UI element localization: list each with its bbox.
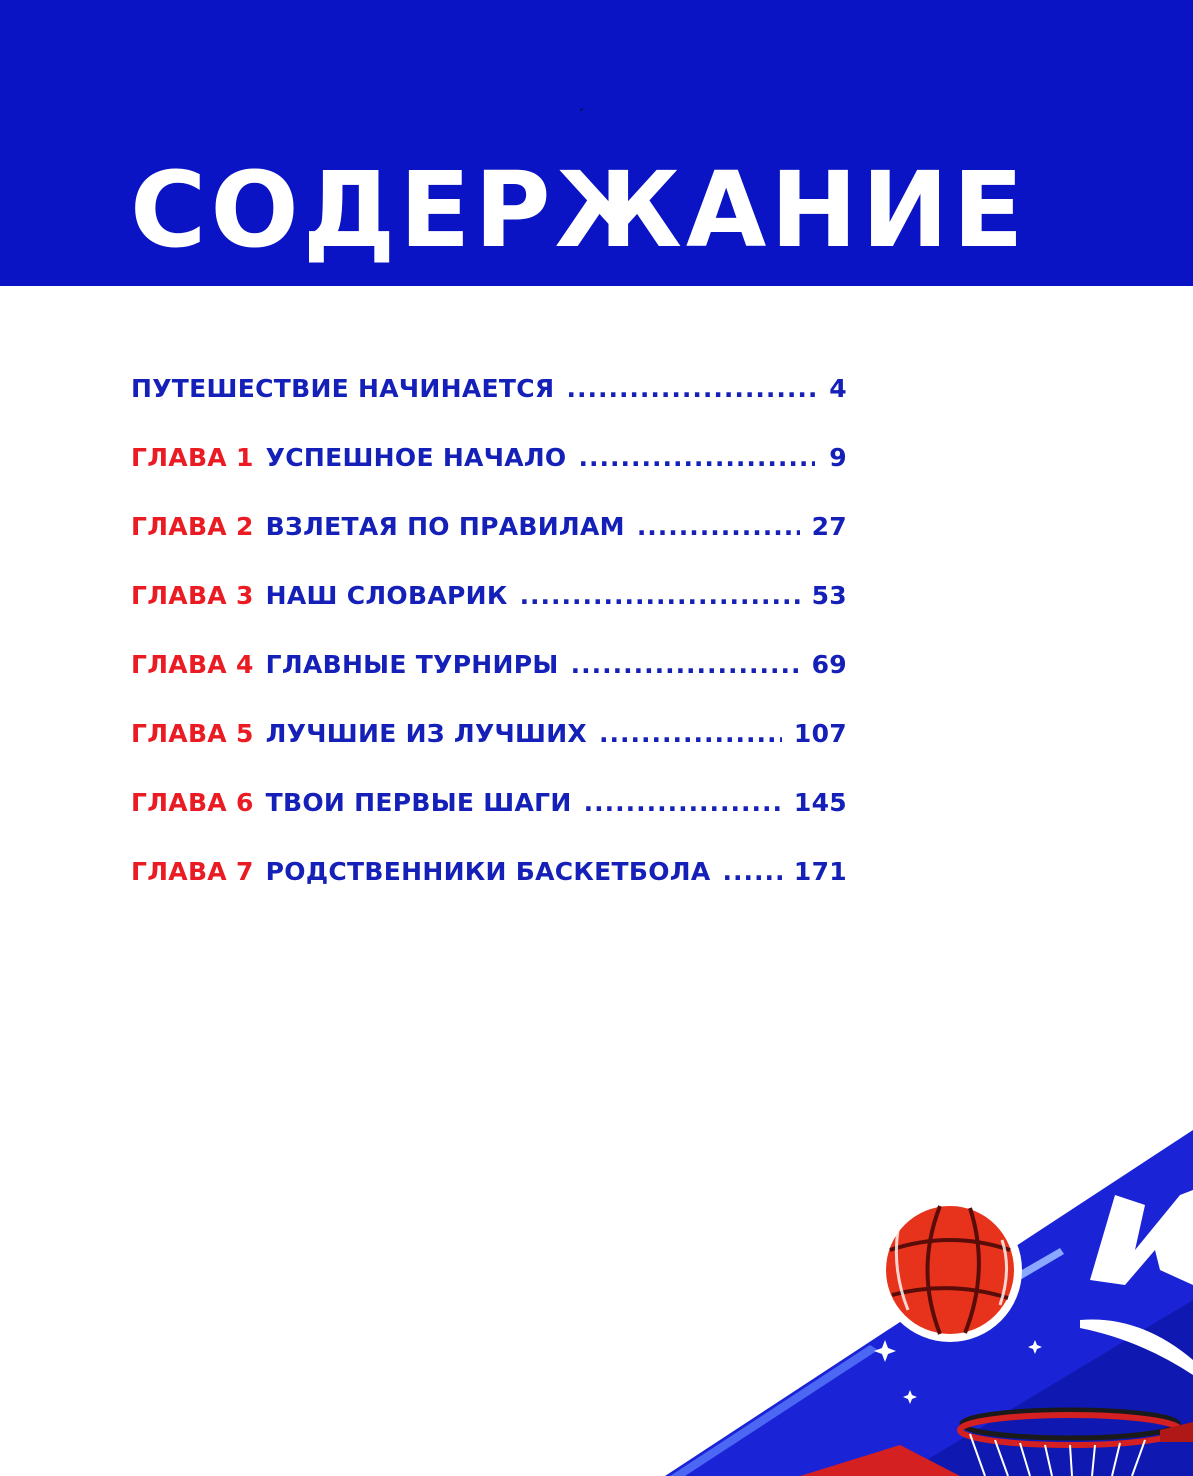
- toc-entry[interactable]: [131, 512, 847, 581]
- toc-entry-page: 171: [793, 857, 847, 886]
- toc-entry-page: 27: [811, 512, 847, 541]
- toc-leader-dots: [571, 650, 800, 679]
- toc-entry[interactable]: [131, 857, 847, 926]
- toc-entry[interactable]: [131, 374, 847, 443]
- toc-entry[interactable]: [131, 443, 847, 512]
- toc-leader-dots: [723, 857, 782, 886]
- toc-entry-page: 145: [793, 788, 847, 817]
- toc-entry[interactable]: [131, 650, 847, 719]
- toc-leader-dots: [566, 374, 815, 403]
- toc-entry-title: ПУТЕШЕСТВИЕ НАЧИНАЕТСЯ: [131, 374, 555, 403]
- toc-entry-chapter: ГЛАВА 3: [131, 581, 254, 610]
- toc-entry-page: 107: [793, 719, 847, 748]
- toc-entry-chapter: ГЛАВА 5: [131, 719, 254, 748]
- basketball-icon: [878, 1198, 1022, 1342]
- toc-leader-dots: [584, 788, 782, 817]
- toc-entry-title: РОДСТВЕННИКИ БАСКЕТБОЛА: [265, 857, 711, 886]
- toc-entry-chapter: ГЛАВА 1: [131, 443, 254, 472]
- toc-entry-title: ГЛАВНЫЕ ТУРНИРЫ: [265, 650, 559, 679]
- page-title: СОДЕРЖАНИЕ: [130, 149, 1028, 271]
- toc-entry-title: ВЗЛЕТАЯ ПО ПРАВИЛАМ: [265, 512, 625, 541]
- toc-leader-dots: [637, 512, 800, 541]
- toc-entry-title: УСПЕШНОЕ НАЧАЛО: [265, 443, 567, 472]
- header-dot: [580, 108, 583, 111]
- toc-entry-title: ЛУЧШИЕ ИЗ ЛУЧШИХ: [265, 719, 587, 748]
- toc-entry[interactable]: [131, 788, 847, 857]
- toc-entry[interactable]: [131, 581, 847, 650]
- toc-entry-page: 9: [829, 443, 847, 472]
- toc-entry-page: 53: [811, 581, 847, 610]
- toc-entry-title: НАШ СЛОВАРИК: [265, 581, 508, 610]
- toc-entry[interactable]: [131, 719, 847, 788]
- toc-entry-chapter: ГЛАВА 7: [131, 857, 254, 886]
- toc-entry-page: 69: [811, 650, 847, 679]
- table-of-contents: [131, 374, 847, 926]
- toc-entry-chapter: ГЛАВА 4: [131, 650, 254, 679]
- toc-entry-chapter: ГЛАВА 2: [131, 512, 254, 541]
- header-banner: [0, 0, 1193, 286]
- basketball-illustration: [640, 1100, 1193, 1476]
- toc-leader-dots: [578, 443, 815, 472]
- toc-leader-dots: [599, 719, 782, 748]
- toc-leader-dots: [520, 581, 800, 610]
- toc-entry-chapter: ГЛАВА 6: [131, 788, 254, 817]
- toc-entry-page: 4: [829, 374, 847, 403]
- toc-entry-title: ТВОИ ПЕРВЫЕ ШАГИ: [265, 788, 572, 817]
